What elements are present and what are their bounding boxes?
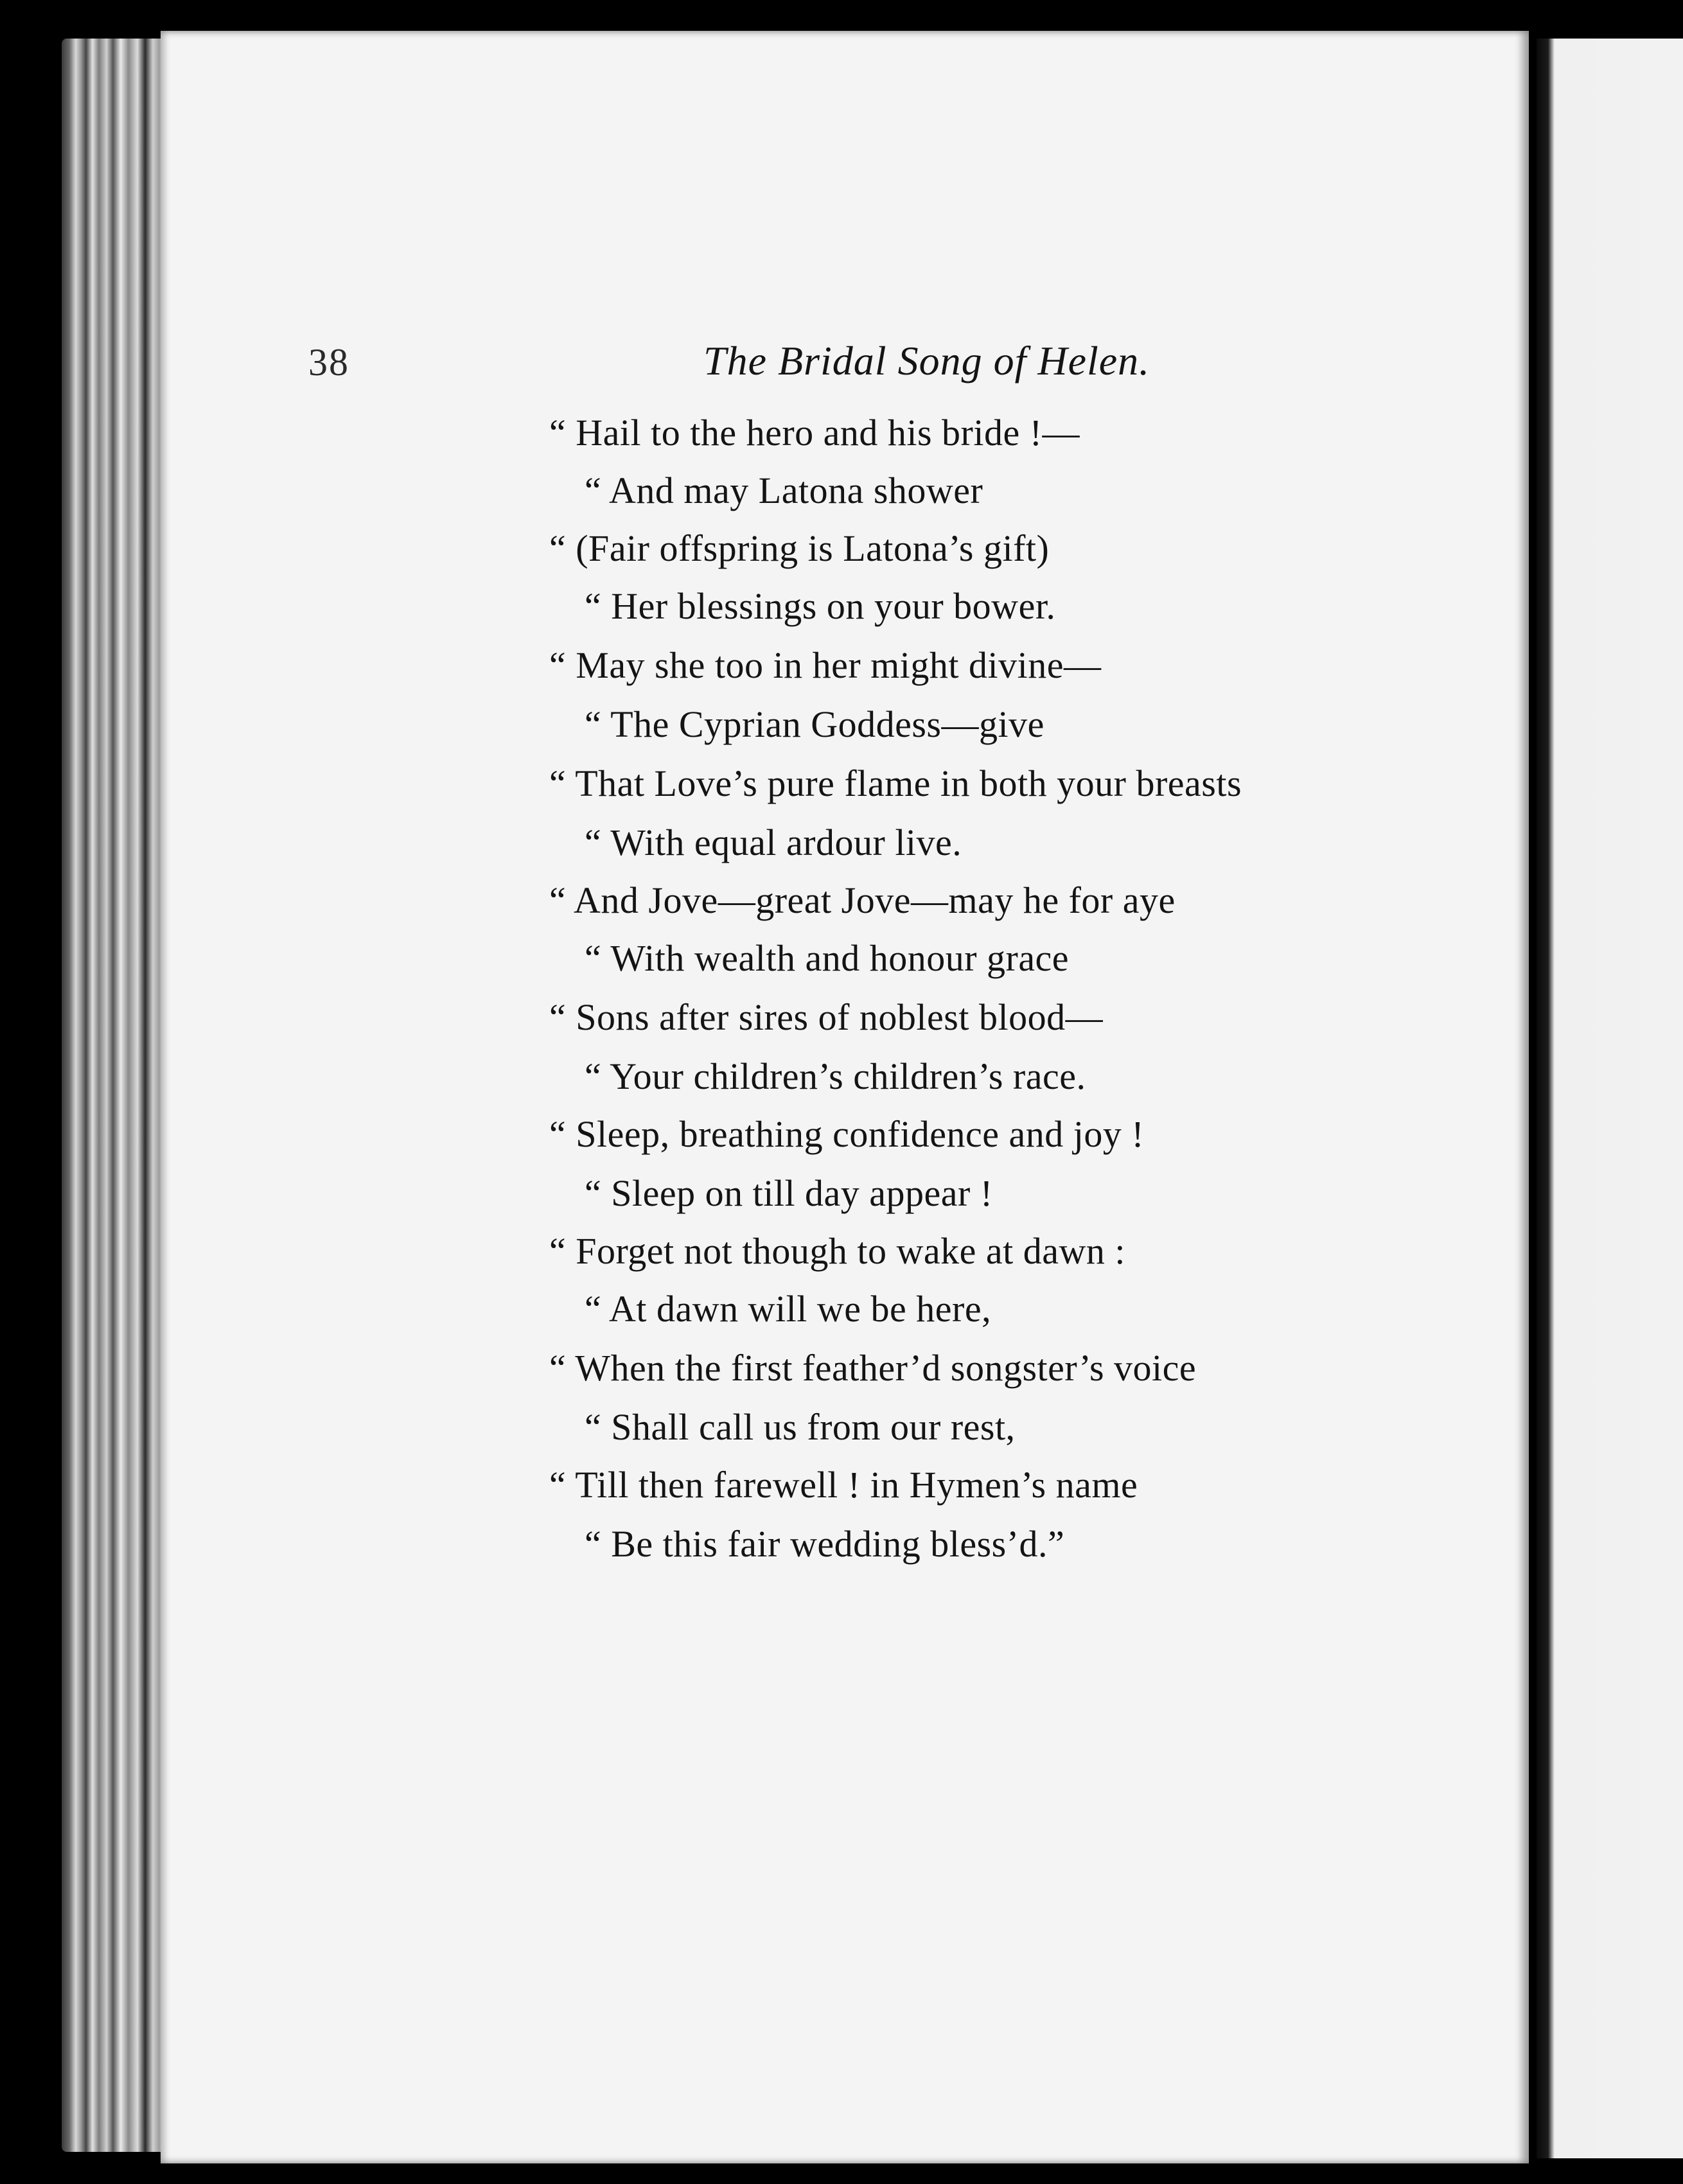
poem-line: “ And may Latona shower: [585, 470, 983, 511]
poem-line: “ At dawn will we be here,: [585, 1288, 992, 1330]
poem-line: “ That Love’s pure flame in both your breasts: [549, 762, 1242, 804]
poem-line: “ Hail to the hero and his bride !—: [549, 412, 1080, 454]
poem-line: “ Sleep on till day appear !: [585, 1172, 993, 1214]
poem-line: “ Sons after sires of noblest blood—: [549, 996, 1104, 1038]
poem-line: “ Shall call us from our rest,: [585, 1406, 1016, 1448]
poem-line: “ (Fair offspring is Latona’s gift): [549, 527, 1050, 569]
poem-line: “ With equal ardour live.: [585, 822, 962, 863]
poem-line: “ And Jove—great Jove—may he for aye: [549, 879, 1176, 921]
poem-line: “ Till then farewell ! in Hymen’s name: [549, 1464, 1138, 1506]
poem-line: “ Her blessings on your bower.: [585, 585, 1056, 627]
poem-line: “ Be this fair wedding bless’d.”: [585, 1523, 1065, 1565]
poem-line: “ When the first feather’d songster’s voice: [549, 1347, 1197, 1389]
running-title: The Bridal Song of Helen.: [703, 338, 1150, 383]
poem-line: “ Sleep, breathing confidence and joy !: [549, 1113, 1145, 1155]
poem-line: “ With wealth and honour grace: [585, 937, 1070, 979]
page-number: 38: [308, 341, 349, 383]
poem-line: “ May she too in her might divine—: [549, 644, 1102, 686]
poem-line: “ Forget not though to wake at dawn :: [549, 1230, 1125, 1272]
poem-line: “ Your children’s children’s race.: [585, 1055, 1086, 1097]
poem-line: “ The Cyprian Goddess—give: [585, 703, 1044, 745]
